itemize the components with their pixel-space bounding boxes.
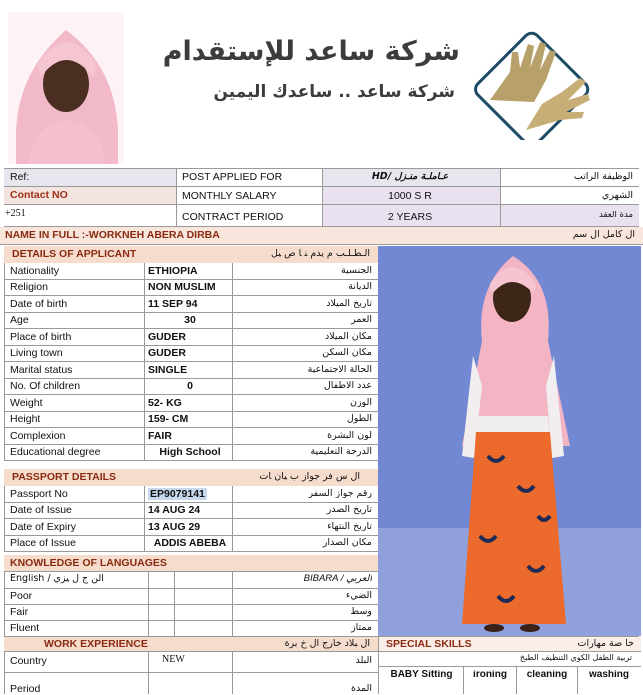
passport-label-ar: تاريخ الصدر bbox=[326, 505, 372, 515]
details-row bbox=[4, 296, 378, 313]
passport-value: 13 AUG 29 bbox=[148, 521, 201, 533]
details-label-ar: تاريخ الميلاد bbox=[326, 298, 372, 309]
details-value: 11 SEP 94 bbox=[148, 298, 198, 310]
details-value: High School bbox=[159, 447, 221, 458]
work-title-ar: ال ﺒﻼد خارج ال خ برة bbox=[284, 639, 370, 649]
passport-label: Passport No bbox=[10, 488, 68, 500]
language-level-label: Poor bbox=[10, 591, 33, 602]
details-row bbox=[4, 263, 378, 280]
details-title-ar: الـطـلـب م ﻳﺪم ﻨ ﺎ ﺹ ﻴﻞ bbox=[271, 249, 370, 259]
languages-title: KNOWLEDGE OF LANGUAGES bbox=[10, 558, 167, 569]
details-row bbox=[4, 329, 378, 346]
details-title: DETAILS OF APPLICANT bbox=[12, 249, 137, 260]
details-value: GUDER bbox=[148, 348, 186, 359]
salary-value: 1000 S R bbox=[388, 191, 432, 202]
details-label: Marital status bbox=[10, 364, 73, 376]
work-country-label: Country bbox=[10, 656, 47, 667]
passport-row bbox=[4, 503, 378, 520]
skill-cleaning: cleaning bbox=[526, 670, 568, 680]
details-label-ar: الطول bbox=[346, 414, 372, 424]
details-label-ar: مكان الميلاد bbox=[324, 331, 372, 342]
details-value: SINGLE bbox=[148, 364, 188, 376]
company-name: شركة ساعد للإستقدام bbox=[162, 36, 460, 67]
passport-label-ar: مكان الصدار bbox=[322, 538, 372, 548]
passport-label: Date of Issue bbox=[10, 505, 72, 516]
details-row bbox=[4, 313, 378, 330]
salary-ar: الشهري bbox=[601, 191, 633, 201]
details-label-ar: العمر bbox=[351, 315, 372, 325]
skills-ar-row: تربية الطفل الكوي التنظيف الطبخ bbox=[519, 654, 632, 662]
skills-title-ar: خا صة مهارات bbox=[577, 639, 634, 649]
passport-row bbox=[4, 486, 378, 503]
full-name-ar: ال كامل ال سم bbox=[572, 230, 635, 240]
language-level-label: Fluent bbox=[10, 623, 40, 634]
post-label: POST APPLIED FOR bbox=[182, 172, 283, 183]
details-label-ar: لون البشرة bbox=[327, 430, 372, 441]
details-label-ar: الجنسية bbox=[341, 265, 372, 276]
details-label: Complexion bbox=[10, 430, 66, 442]
details-label: No. Of children bbox=[10, 381, 81, 392]
contract-value: 2 YEARS bbox=[387, 212, 433, 223]
work-period-ar: المدة bbox=[351, 684, 372, 694]
ref-label: Ref: bbox=[10, 172, 30, 183]
details-label-ar: الحالة الاجتماعية bbox=[307, 364, 372, 375]
details-row bbox=[4, 395, 378, 412]
details-label: Weight bbox=[10, 397, 43, 409]
post-ar: الوظيفة الراتب bbox=[573, 172, 633, 182]
passport-title: PASSPORT DETAILS bbox=[12, 472, 117, 483]
details-row bbox=[4, 412, 378, 429]
details-value: NON MUSLIM bbox=[148, 282, 216, 293]
full-body-photo bbox=[378, 246, 641, 636]
work-title: WORK EXPERIENCE bbox=[44, 639, 148, 650]
passport-value: 14 AUG 24 bbox=[148, 505, 201, 516]
header bbox=[0, 0, 643, 170]
passport-label: Place of Issue bbox=[10, 538, 76, 549]
details-label: Date of birth bbox=[10, 298, 68, 310]
passport-row bbox=[4, 536, 378, 553]
details-label-ar: الديانة bbox=[348, 282, 372, 292]
passport-label-ar: رقم جواز السفر bbox=[308, 488, 372, 499]
details-row bbox=[4, 346, 378, 363]
work-period-label: Period bbox=[10, 684, 41, 695]
skill-baby-sitting: BABY Sitting bbox=[390, 670, 453, 680]
details-value: ETHIOPIA bbox=[148, 265, 198, 277]
details-label: Living town bbox=[10, 348, 63, 359]
language-level-ar: وسط bbox=[350, 607, 372, 617]
details-label: Age bbox=[10, 315, 29, 326]
head-photo bbox=[8, 12, 124, 164]
details-value: GUDER bbox=[148, 331, 186, 343]
passport-title-ar: ال س فر جواز ب ﻴﺎن ﺎت bbox=[259, 472, 360, 482]
details-value: 52- KG bbox=[148, 397, 182, 409]
details-value: 30 bbox=[184, 315, 196, 326]
details-row bbox=[4, 362, 378, 379]
work-country-ar: البلد bbox=[355, 656, 372, 666]
contract-label: CONTRACT PERIOD bbox=[182, 212, 284, 223]
language-level-ar: ممتاز bbox=[351, 623, 372, 633]
passport-label-ar: تاريخ النتهاء bbox=[327, 521, 372, 532]
company-tagline: شركة ساعد .. ساعدك اليمين bbox=[213, 82, 455, 102]
language-level-ar: الضيء bbox=[345, 591, 372, 601]
details-row bbox=[4, 428, 378, 445]
language-english: English / الن ج ل ﻴﺰي bbox=[10, 574, 104, 584]
work-country-value: NEW bbox=[162, 655, 185, 665]
language-level-label: Fair bbox=[10, 607, 29, 618]
passport-value: EP9079141 bbox=[150, 487, 205, 500]
passport-row bbox=[4, 519, 378, 536]
details-label-ar: عدد الاطفال bbox=[323, 381, 372, 391]
details-value: FAIR bbox=[148, 430, 172, 442]
full-name: NAME IN FULL :-WORKNEH ABERA DIRBA bbox=[5, 230, 220, 241]
passport-label: Date of Expiry bbox=[10, 521, 76, 533]
skill-ironing: ironing bbox=[473, 670, 507, 680]
details-label: Nationality bbox=[10, 265, 60, 277]
details-row bbox=[4, 445, 378, 462]
details-label: Religion bbox=[10, 282, 48, 293]
company-logo bbox=[470, 22, 600, 140]
skills-title: SPECIAL SKILLS bbox=[386, 639, 472, 650]
details-value: 0 bbox=[187, 381, 193, 392]
details-label-ar: الوزن bbox=[349, 397, 372, 408]
salary-label: MONTHLY SALARY bbox=[182, 191, 277, 202]
details-label-ar: مكان السكن bbox=[322, 348, 372, 358]
details-label: Height bbox=[10, 414, 41, 425]
contract-ar: مدة العقد bbox=[599, 211, 633, 220]
details-value: 159- CM bbox=[148, 414, 189, 425]
details-label-ar: الدرجة التعليمية bbox=[310, 447, 372, 457]
details-label: Place of birth bbox=[10, 331, 72, 343]
phone-prefix: +251 bbox=[5, 209, 26, 219]
details-row bbox=[4, 379, 378, 396]
details-label: Educational degree bbox=[10, 447, 101, 458]
post-value: HD/ عـاملـة منـزل bbox=[371, 172, 449, 182]
details-row bbox=[4, 280, 378, 297]
passport-value: ADDIS ABEBA bbox=[153, 538, 227, 549]
language-arabic: BIBARA / العربي bbox=[303, 574, 372, 584]
skill-washing: washing bbox=[588, 670, 629, 680]
contact-label: Contact NO bbox=[10, 190, 68, 201]
